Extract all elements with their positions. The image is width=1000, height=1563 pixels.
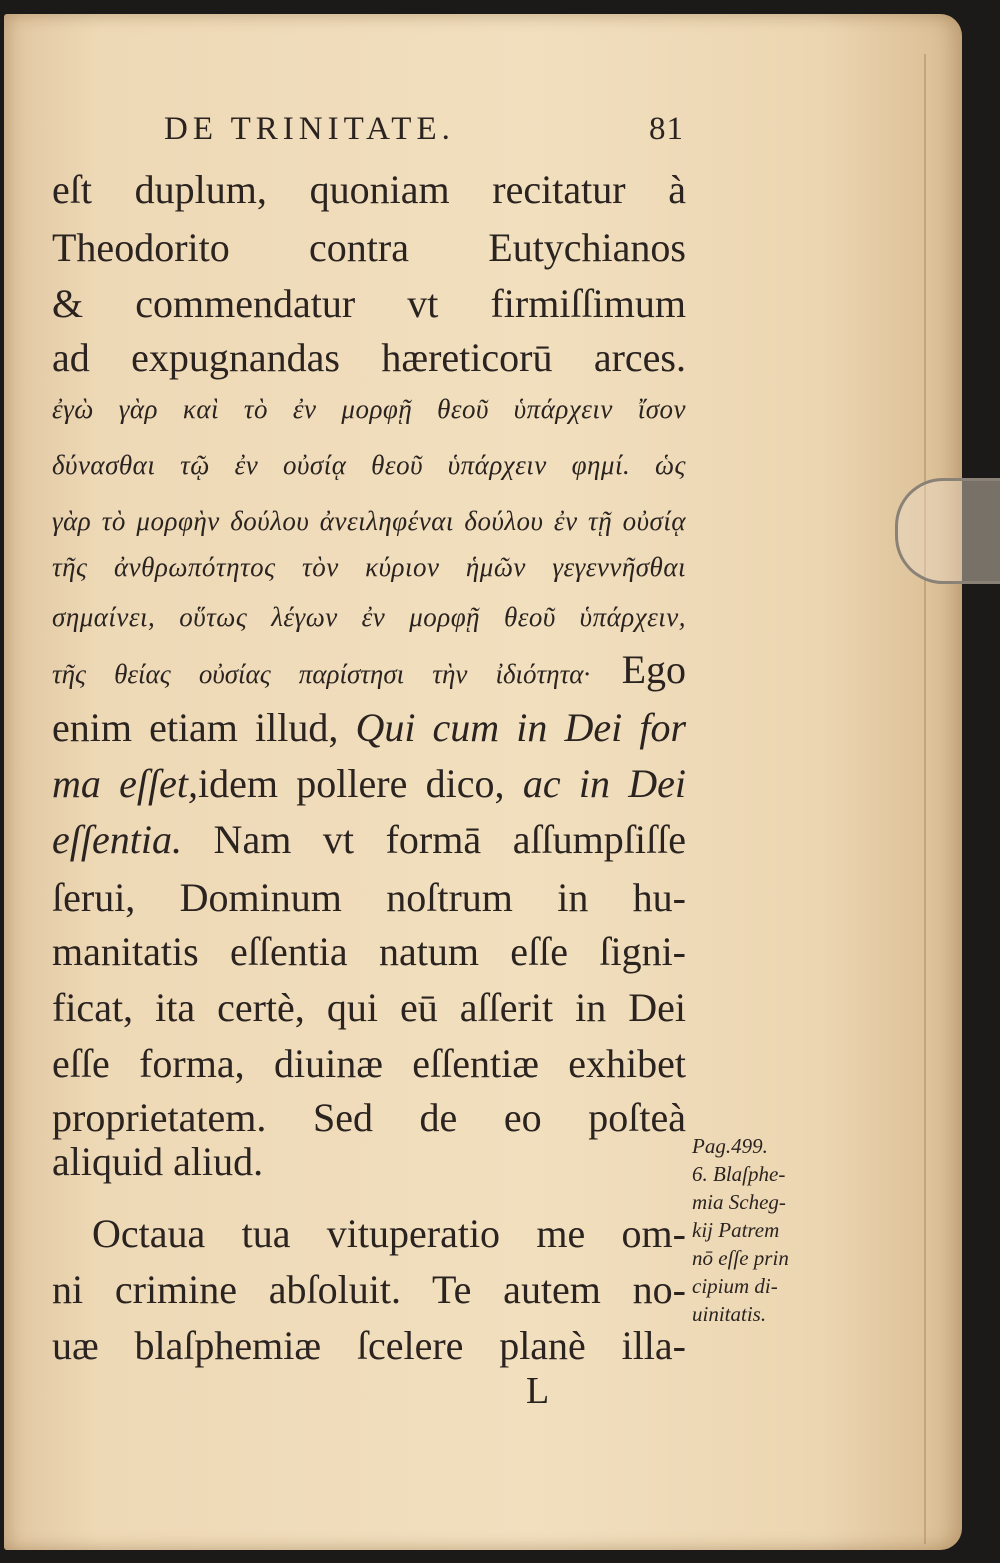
scripture-quote: ma eſſet, — [52, 761, 199, 806]
text-line-4: ad expugnandas hæreticorū arces. — [52, 335, 686, 380]
page-number: 81 — [649, 111, 684, 147]
text-line-13: aliquid aliud. — [52, 1139, 264, 1184]
margin-note-line: 6. Blaſphe- — [692, 1162, 786, 1186]
scripture-quote: eſſentia. — [52, 817, 182, 862]
text-line-12: proprietatem. Sed de eo poſteà — [52, 1095, 686, 1140]
mixed-line-6 — [52, 646, 686, 693]
page-text-area — [4, 14, 962, 1550]
text-line-6 — [52, 760, 686, 807]
text-line-10: ficat, ita certè, qui eū aſſerit in Dei — [52, 985, 686, 1030]
greek-line-4: τῆς ἀνθρωπότητος τὸν κύριον ἡμῶν γεγεννῆσθαι — [52, 552, 686, 582]
greek-line-1: ἐγὼ γὰρ καὶ τὸ ἐν μορφῇ θεοῦ ὑπάρχειν ἴσον — [52, 394, 686, 424]
margin-note — [692, 1132, 842, 1328]
paragraph-start-line: Octaua tua vituperatio me om- — [92, 1211, 686, 1256]
margin-note-line: kij Patrem — [692, 1218, 780, 1242]
text-line-9: manitatis eſſentia natum eſſe ſigni- — [52, 929, 686, 974]
text-line-11: eſſe forma, diuinæ eſſentiæ exhibet — [52, 1041, 686, 1086]
greek-line-3: γὰρ τὸ μορφὴν δούλου ἀνειληφέναι δούλου ἐν τῇ οὐσίᾳ — [52, 506, 686, 536]
running-title: DE TRINITATE. — [164, 111, 455, 147]
text-roman: enim etiam illud, — [52, 705, 356, 750]
greek-line-6: τῆς θείας οὐσίας παρίστησι τὴν ἰδιότητα· — [52, 659, 591, 689]
margin-note-line: Pag.499. — [692, 1134, 768, 1158]
running-header — [164, 111, 684, 148]
text-line-5 — [52, 704, 686, 751]
greek-line-2: δύνασθαι τῷ ἐν οὐσίᾳ θεοῦ ὑπάρχειν φημί. ὡς — [52, 450, 686, 480]
text-line-8: ſerui, Dominum noſtrum in hu- — [52, 875, 686, 920]
text-roman: idem pollere dico, — [198, 761, 523, 806]
text-line-3: & commendatur vt firmiſſimum — [52, 281, 686, 326]
paper-page — [4, 14, 962, 1550]
scripture-quote: ac in Dei — [522, 761, 687, 806]
margin-note-line: nō eſſe prin — [692, 1246, 789, 1270]
text-roman: Nam vt formā aſſumpſiſſe — [181, 817, 686, 862]
margin-note-line: mia Scheg- — [692, 1190, 786, 1214]
text-line-1: eſt duplum, quoniam recitatur à — [52, 167, 686, 212]
text-line-2: Theodorito contra Eutychianos — [52, 225, 686, 270]
margin-note-line: cipium di- — [692, 1274, 778, 1298]
text-line-16: uæ blaſphemiæ ſcelere planè illa- — [52, 1323, 686, 1368]
margin-note-line: uinitatis. — [692, 1302, 767, 1326]
paper-clip — [895, 478, 1000, 584]
text-line-7 — [52, 816, 686, 863]
greek-line-5: σημαίνει, οὕτως λέγων ἐν μορφῇ θεοῦ ὑπάρχειν, — [52, 602, 686, 632]
signature-mark: L — [526, 1370, 550, 1412]
scripture-quote: Qui cum in Dei for — [355, 705, 687, 750]
text-line-15: ni crimine abſoluit. Te autem no- — [52, 1267, 686, 1312]
latin-ego: Ego — [621, 647, 686, 692]
